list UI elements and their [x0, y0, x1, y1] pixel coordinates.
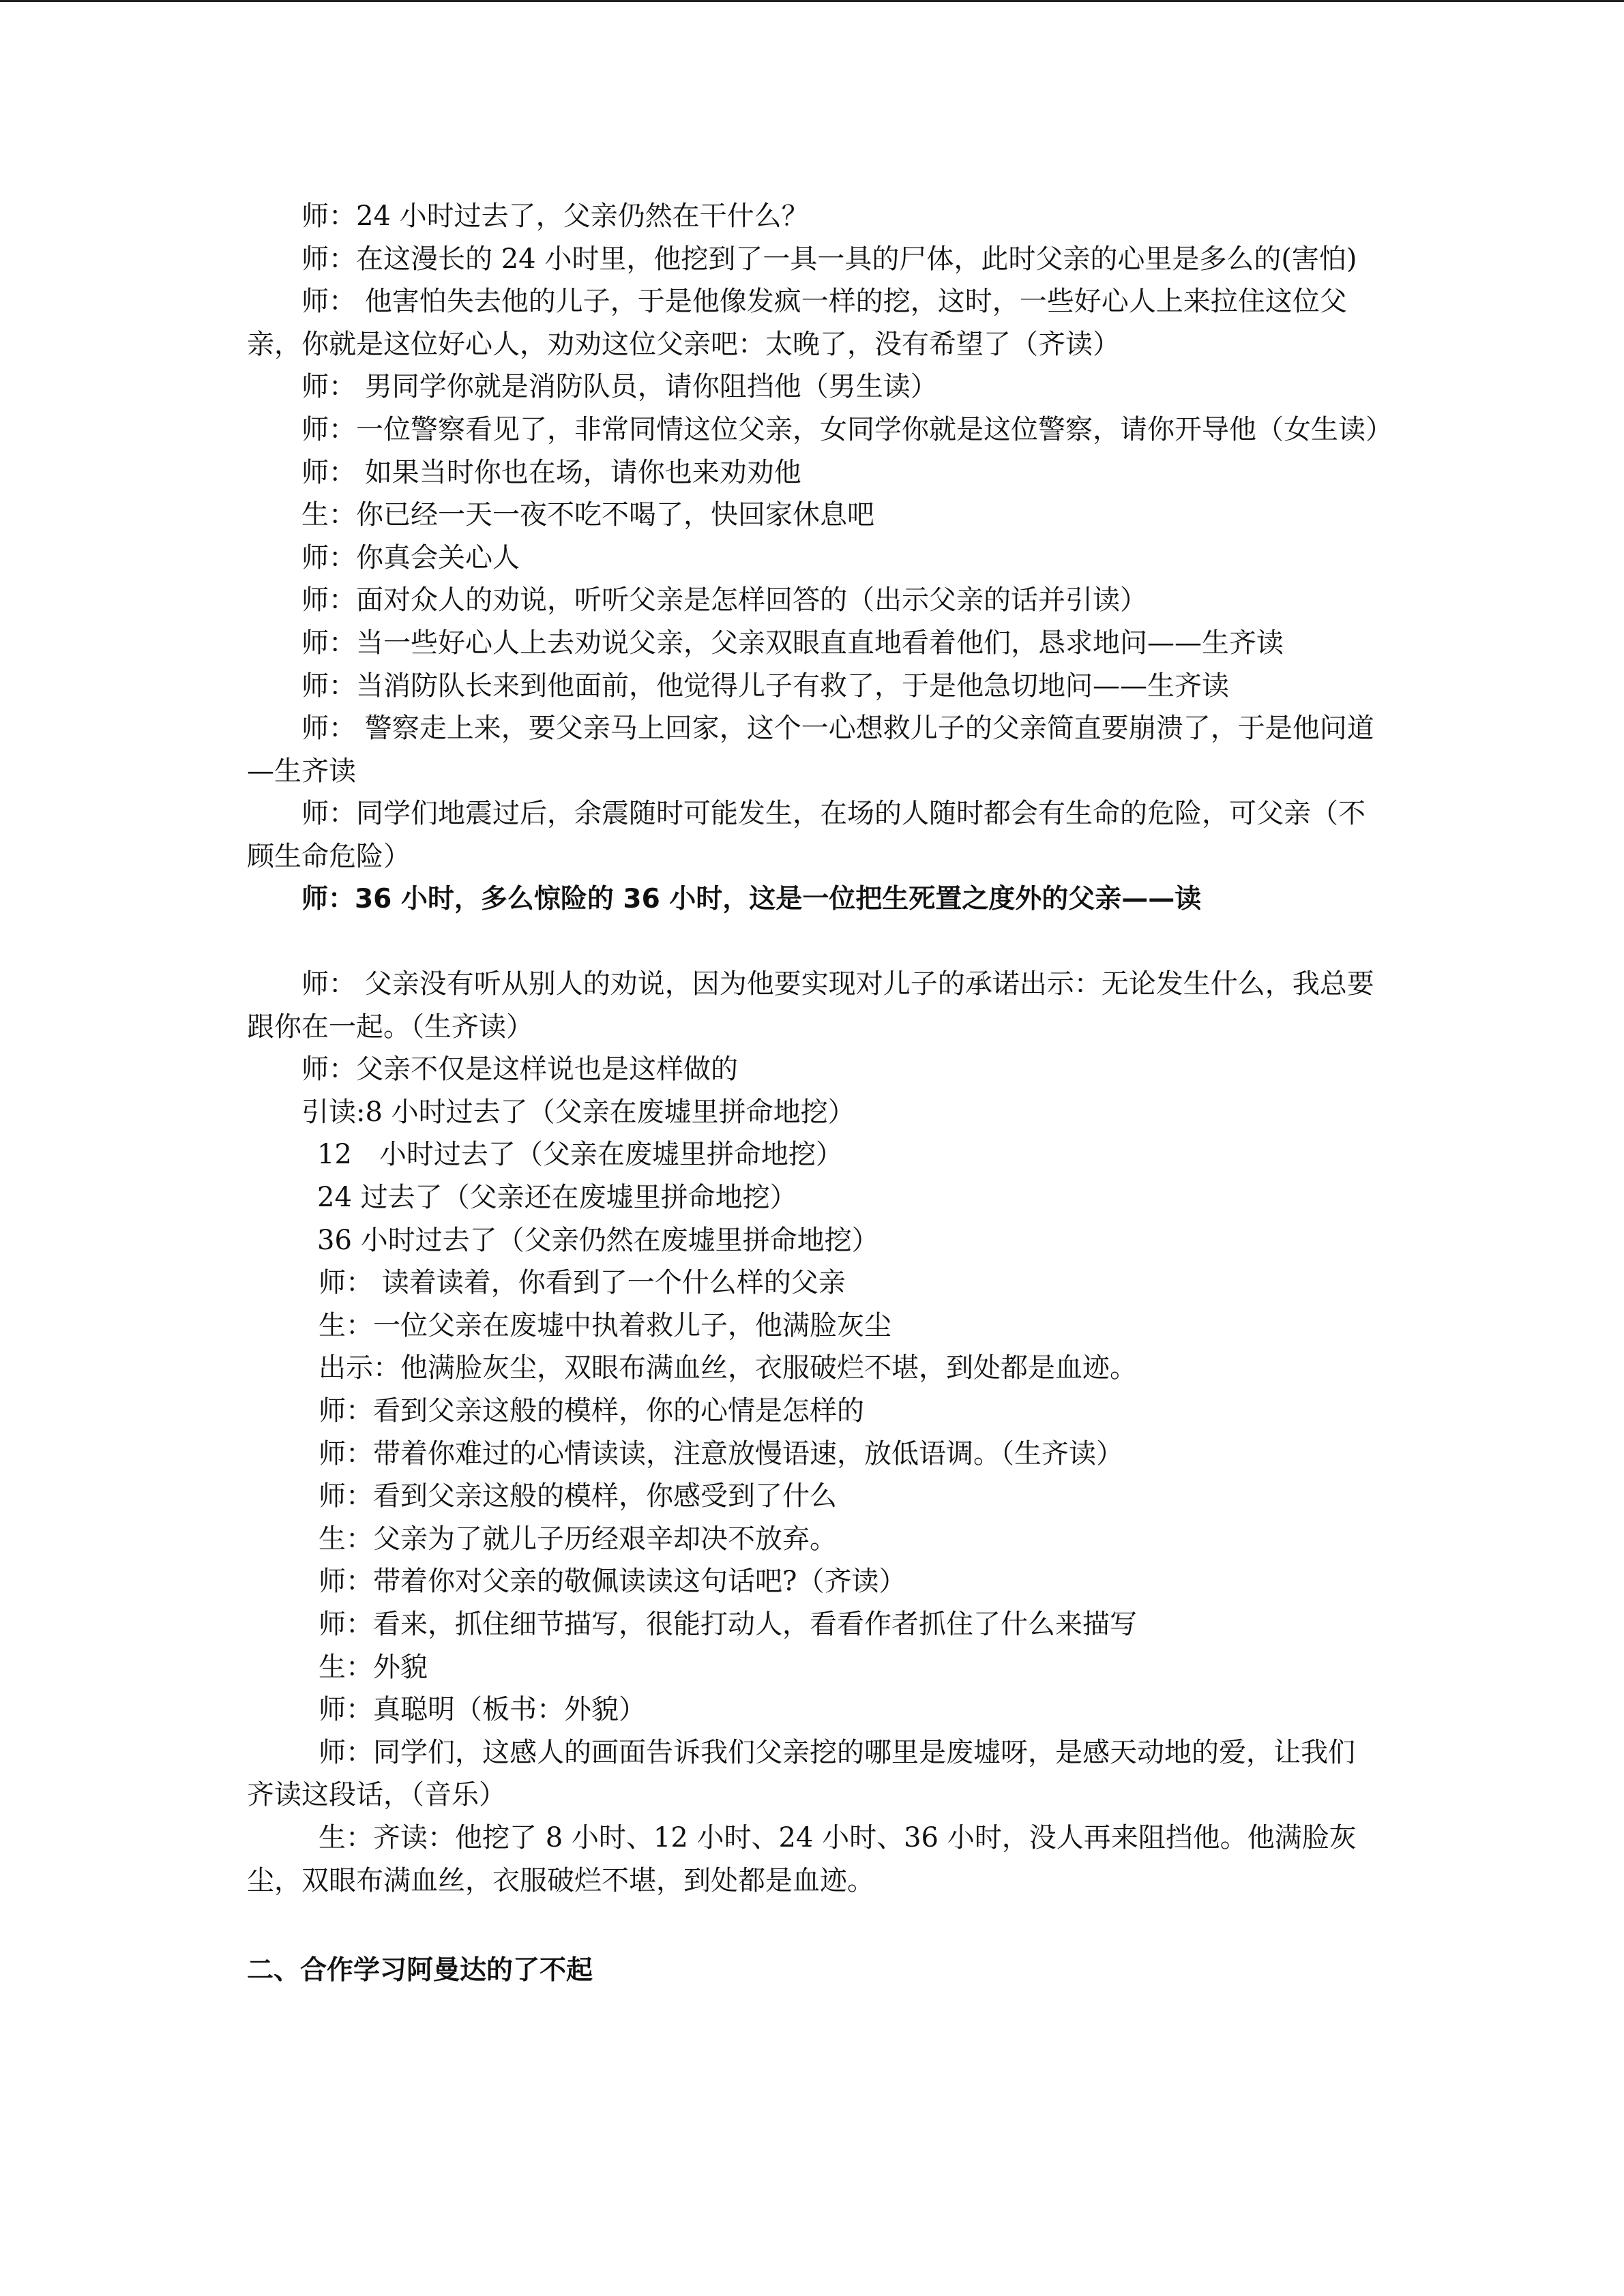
paragraph: 生：一位父亲在废墟中执着救儿子，他满脸灰尘 — [319, 1309, 891, 1341]
paragraph: 引读:8 小时过去了（父亲在废墟里拼命地挖） — [301, 1096, 855, 1128]
paragraph: 师：父亲不仅是这样说也是这样做的 — [301, 1054, 738, 1086]
paragraph: 师：带着你对父亲的敬佩读读这句话吧?（齐读） — [319, 1566, 906, 1598]
bold-paragraph: 师：36 小时，多么惊险的 36 小时，这是一位把生死置之度外的父亲——读 — [301, 883, 1202, 914]
paragraph: 师：看来，抓住细节描写，很能打动人，看看作者抓住了什么来描写 — [319, 1609, 1137, 1640]
document-page — [247, 195, 1393, 1992]
hours-line: 24 过去了（父亲还在废墟里拼命地挖） — [317, 1182, 797, 1214]
paragraph: 生：齐读：他挖了 8 小时、12 小时、24 小时、36 小时，没人再来阻挡他。他满脸灰尘，双眼布满血丝，衣服破烂不堪，到处都是血迹。 — [247, 1821, 1357, 1896]
paragraph: 师： 他害怕失去他的儿子，于是他像发疯一样的挖，这时，一些好心人上来拉住这位父亲，你就是这位好心人，劝劝这位父亲吧：太晚了，没有希望了（齐读） — [247, 286, 1347, 360]
top-border-line — [0, 0, 1624, 2]
paragraph: 师：当消防队长来到他面前，他觉得儿子有救了，于是他急切地问——生齐读 — [301, 670, 1229, 702]
paragraph: 生：父亲为了就儿子历经艰辛却决不放弃。 — [319, 1523, 837, 1555]
paragraph: 师：同学们，这感人的画面告诉我们父亲挖的哪里是废墟呀，是感天动地的爱，让我们齐读这段话，（音乐） — [247, 1736, 1355, 1811]
paragraph: 师： 警察走上来，要父亲马上回家，这个一心想救儿子的父亲简直要崩溃了，于是他问道—生齐读 — [247, 713, 1374, 787]
paragraph: 师：看到父亲这般的模样，你感受到了什么 — [319, 1480, 837, 1512]
paragraph: 师：带着你难过的心情读读，注意放慢语速，放低语调。（生齐读） — [319, 1437, 1123, 1470]
paragraph: 师： 读着读着，你看到了一个什么样的父亲 — [319, 1267, 846, 1299]
paragraph: 师：一位警察看见了，非常同情这位父亲，女同学你就是这位警察，请你开导他（女生读） — [301, 413, 1393, 445]
section-heading: 二、合作学习阿曼达的了不起 — [247, 1955, 593, 1986]
paragraph: 师：看到父亲这般的模样，你的心情是怎样的 — [319, 1395, 864, 1427]
hours-line: 36 小时过去了（父亲仍然在废墟里拼命地挖） — [317, 1224, 879, 1256]
blank-line — [247, 1902, 1379, 1950]
paragraph: 师：同学们地震过后，余震随时可能发生，在场的人随时都会有生命的危险，可父亲（不顾生命危险） — [247, 798, 1365, 872]
paragraph: 师：你真会关心人 — [301, 541, 520, 573]
paragraph: 师：当一些好心人上去劝说父亲，父亲双眼直直地看着他们，恳求地问——生齐读 — [301, 627, 1284, 659]
paragraph: 师：在这漫长的 24 小时里，他挖到了一具一具的尸体，此时父亲的心里是多么的(害怕) — [301, 243, 1357, 275]
blank-line — [247, 921, 1379, 963]
paragraph: 师： 父亲没有听从别人的劝说，因为他要实现对儿子的承诺出示：无论发生什么，我总要跟你在一起。（生齐读） — [247, 968, 1374, 1043]
paragraph: 师：真聪明（板书：外貌） — [319, 1694, 646, 1726]
hours-line: 12 小时过去了（父亲在废墟里拼命地挖） — [317, 1139, 843, 1171]
paragraph: 师： 男同学你就是消防队员，请你阻挡他（男生读） — [301, 371, 938, 403]
paragraph: 出示：他满脸灰尘，双眼布满血丝，衣服破烂不堪，到处都是血迹。 — [319, 1352, 1137, 1384]
paragraph: 生：外貌 — [319, 1651, 428, 1683]
paragraph: 师：24 小时过去了，父亲仍然在干什么？ — [301, 200, 809, 232]
paragraph: 师：面对众人的劝说，听听父亲是怎样回答的（出示父亲的话并引读） — [301, 584, 1147, 616]
paragraph: 生：你已经一天一夜不吃不喝了，快回家休息吧 — [301, 499, 874, 531]
paragraph: 师： 如果当时你也在场，请你也来劝劝他 — [301, 456, 801, 488]
